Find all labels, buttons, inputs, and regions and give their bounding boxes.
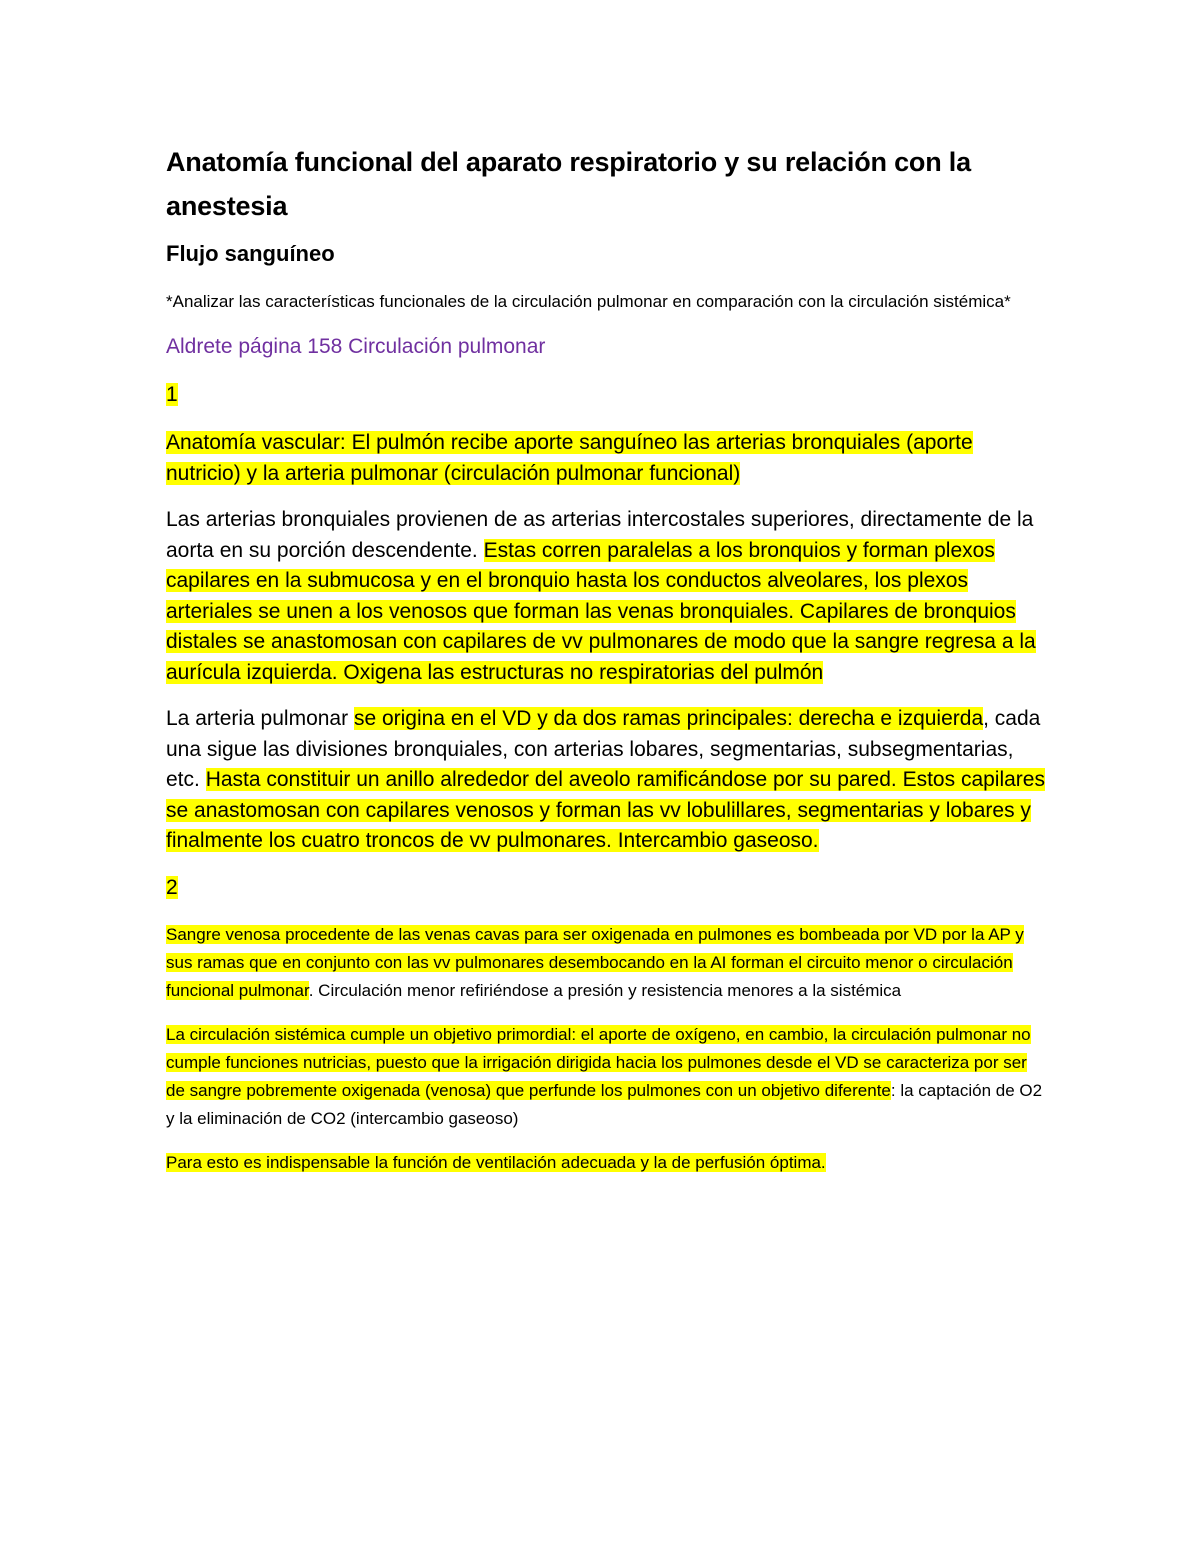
paragraph-systemic-circulation bbox=[166, 1021, 1046, 1133]
venous-blood-highlight: Sangre venosa procedente de las venas cavas para ser oxigenada en pulmones es bombeada por VD por la AP y sus ramas que en conjunto con las vv pulmonares desembocando en la AI forman el circuito menor o circulación funcional pulmonar bbox=[166, 924, 1024, 1000]
section-number-1 bbox=[166, 380, 1046, 410]
pulmonary-artery-plain-1: La arteria pulmonar bbox=[166, 707, 354, 730]
paragraph-ventilation-perfusion bbox=[166, 1149, 1046, 1177]
systemic-circulation-plain: : la captación de O2 y la eliminación de CO2 (intercambio gaseoso) bbox=[166, 1080, 1043, 1128]
section-number-2 bbox=[166, 873, 1046, 903]
pulmonary-artery-plain-2: , cada una sigue las divisiones bronquiales, con arterias lobares, segmentarias, subsegmentarias, etc. bbox=[166, 707, 1041, 791]
systemic-circulation-highlight: La circulación sistémica cumple un objetivo primordial: el aporte de oxígeno, en cambio, la circulación pulmonar no cumple funciones nutricias, puesto que la irrigación dirigida hacia los pulmones desde el VD se caracteriza por ser de sangre pobremente oxigenada (venosa) que perfunde los pulmones con un objetivo diferente bbox=[166, 1024, 1031, 1100]
section-subtitle: Flujo sanguíneo bbox=[166, 241, 335, 266]
paragraph-venous-blood bbox=[166, 921, 1046, 1005]
reference-heading: Aldrete página 158 Circulación pulmonar bbox=[166, 335, 546, 358]
section-number-2-highlight: 2 bbox=[166, 875, 178, 899]
ventilation-perfusion-highlight: Para esto es indispensable la función de ventilación adecuada y la de perfusión óptima. bbox=[166, 1152, 826, 1172]
paragraph-pulmonary-artery bbox=[166, 704, 1046, 857]
bronchial-arteries-highlight: Estas corren paralelas a los bronquios y forman plexos capilares en la submucosa y en el bronquio hasta los conductos alveolares, los plexos arteriales se unen a los venosos que forman las venas bronquiales. Capilares de bronquios distales se anastomosan con capilares de vv pulmonares de modo que la sangre regresa a la aurícula izquierda. Oxigena las estructuras no respiratorias del pulmón bbox=[166, 538, 1036, 684]
document-page bbox=[166, 140, 1046, 1193]
paragraph-vascular-anatomy bbox=[166, 428, 1046, 489]
pulmonary-artery-highlight-1: se origina en el VD y da dos ramas principales: derecha e izquierda bbox=[353, 707, 984, 730]
instruction-text: *Analizar las características funcionales de la circulación pulmonar en comparación con la circulación sistémica* bbox=[166, 292, 1011, 311]
pulmonary-artery-highlight-2: Hasta constituir un anillo alrededor del aveolo ramificándose por su pared. Estos capilares se anastomosan con capilares venosos y forman las vv lobulillares, segmentarias y lobares y finalmente los cuatro troncos de vv pulmonares. Intercambio gaseoso. bbox=[166, 768, 1045, 852]
bronchial-arteries-plain: Las arterias bronquiales provienen de as arterias intercostales superiores, directamente de la aorta en su porción descendente. bbox=[166, 508, 1034, 562]
venous-blood-plain: . Circulación menor refiriéndose a presión y resistencia menores a la sistémica bbox=[308, 980, 902, 1000]
document-title: Anatomía funcional del aparato respiratorio y su relación con la anestesia bbox=[166, 147, 971, 221]
section-number-1-highlight: 1 bbox=[166, 383, 178, 406]
highlight-vascular-anatomy: Anatomía vascular: El pulmón recibe aporte sanguíneo las arterias bronquiales (aporte nutricio) y la arteria pulmonar (circulación pulmonar funcional) bbox=[166, 431, 973, 485]
paragraph-bronchial-arteries bbox=[166, 505, 1046, 688]
